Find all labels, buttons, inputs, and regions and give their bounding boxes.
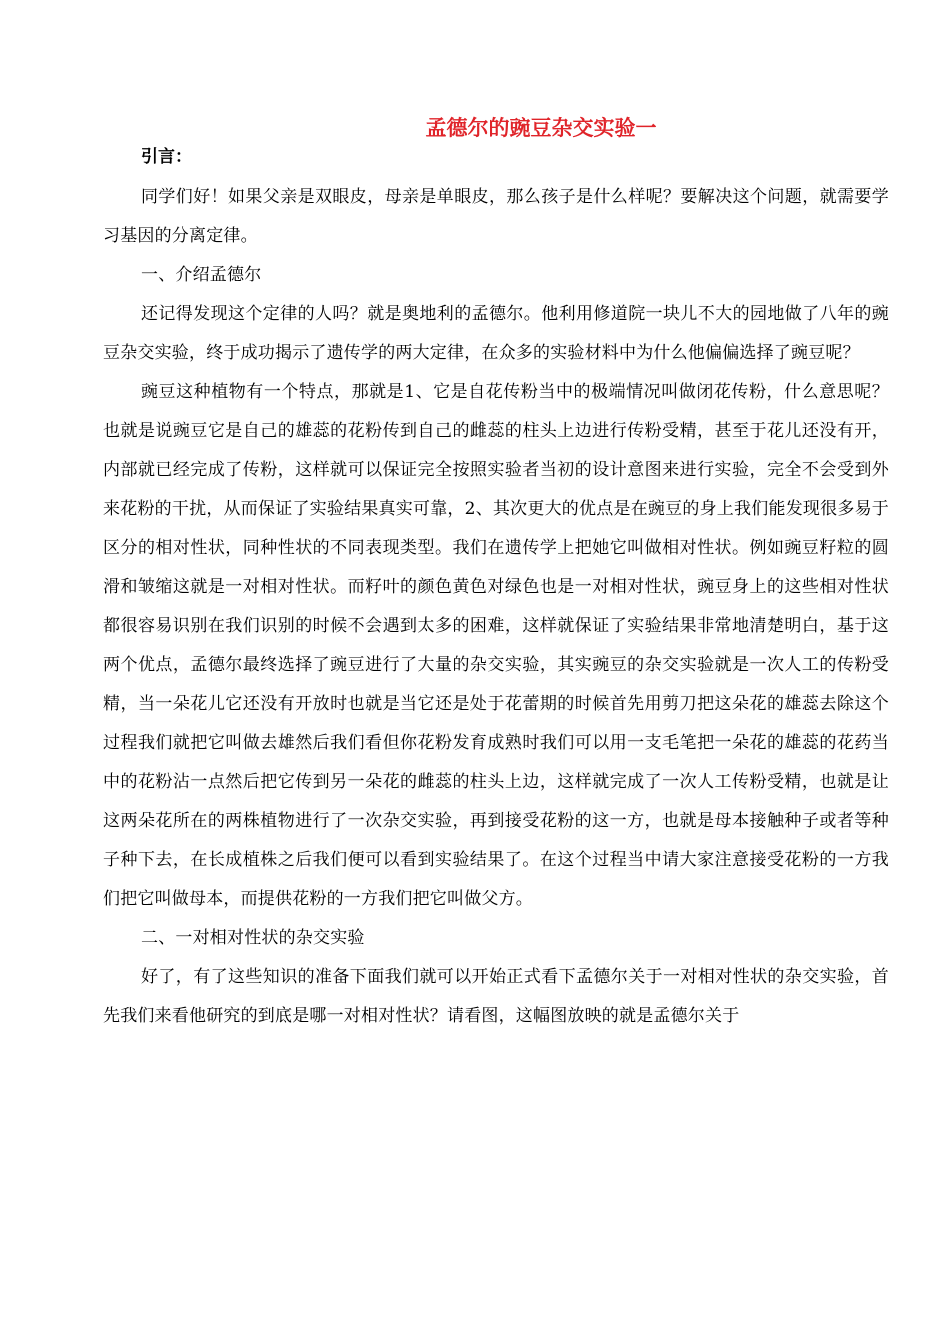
paragraph-mendel: 还记得发现这个定律的人吗？就是奥地利的孟德尔。他利用修道院一块儿不大的园地做了八年的豌豆杂交实验，终于成功揭示了遗传学的两大定律，在众多的实验材料中为什么他偏偏选择了豌豆呢？ <box>103 304 889 363</box>
paragraph-pea-features: 豌豆这种植物有一个特点，那就是1、它是自花传粉当中的极端情况叫做闭花传粉，什么意思呢？也就是说豌豆它是自己的雄蕊的花粉传到自己的雌蕊的柱头上边进行传粉受精，甚至于花儿还没有开，内部就已经完成了传粉，这样就可以保证完全按照实验者当初的设计意图来进行实验，完全不会受到外来花粉的干扰，从而保证了实验结果真实可靠，2、其次更大的优点是在豌豆的身上我们能发现很多易于区分的相对性状，同种性状的不同表现类型。我们在遗传学上把她它叫做相对性状。例如豌豆籽粒的圆滑和皱缩这就是一对相对性状。而籽叶的颜色黄色对绿色也是一对相对性状，豌豆身上的这些相对性状都很容易识别在我们识别的时候不会遇到太多的困难，这样就保证了实验结果非常地清楚明白，基于这两个优点，孟德尔最终选择了豌豆进行了大量的杂交实验，其实豌豆的杂交实验就是一次人工的传粉受精，当一朵花儿它还没有开放时也就是当它还是处于花蕾期的时候首先用剪刀把这朵花的雄蕊去除这个过程我们就把它叫做去雄然后我们看但你花粉发育成熟时我们可以用一支毛笔把一朵花的雄蕊的花药当中的花粉沾一点然后把它传到另一朵花的雌蕊的柱头上边，这样就完成了一次人工传粉受精，也就是让这两朵花所在的两株植物进行了一次杂交实验，再到接受花粉的这一方，也就是母本接触种子或者等种子种下去，在长成植株之后我们便可以看到实验结果了。在这个过程当中请大家注意接受花粉的一方我们把它叫做母本，而提供花粉的一方我们把它叫做父方。 <box>103 382 889 909</box>
paragraph-experiment: 好了，有了这些知识的准备下面我们就可以开始正式看下孟德尔关于一对相对性状的杂交实验，首先我们来看他研究的到底是哪一对相对性状？请看图，这幅图放映的就是孟德尔关于 <box>103 967 889 1026</box>
document-page <box>103 112 889 1036</box>
paragraph-intro: 同学们好！如果父亲是双眼皮，母亲是单眼皮，那么孩子是什么样呢？要解决这个问题，就需要学习基因的分离定律。 <box>103 187 889 246</box>
document-title: 孟德尔的豌豆杂交实验一 <box>425 115 657 140</box>
section-heading-2: 二、一对相对性状的杂交实验 <box>141 928 365 948</box>
intro-heading: 引言： <box>141 147 192 167</box>
section-heading-1: 一、介绍孟德尔 <box>141 265 262 285</box>
